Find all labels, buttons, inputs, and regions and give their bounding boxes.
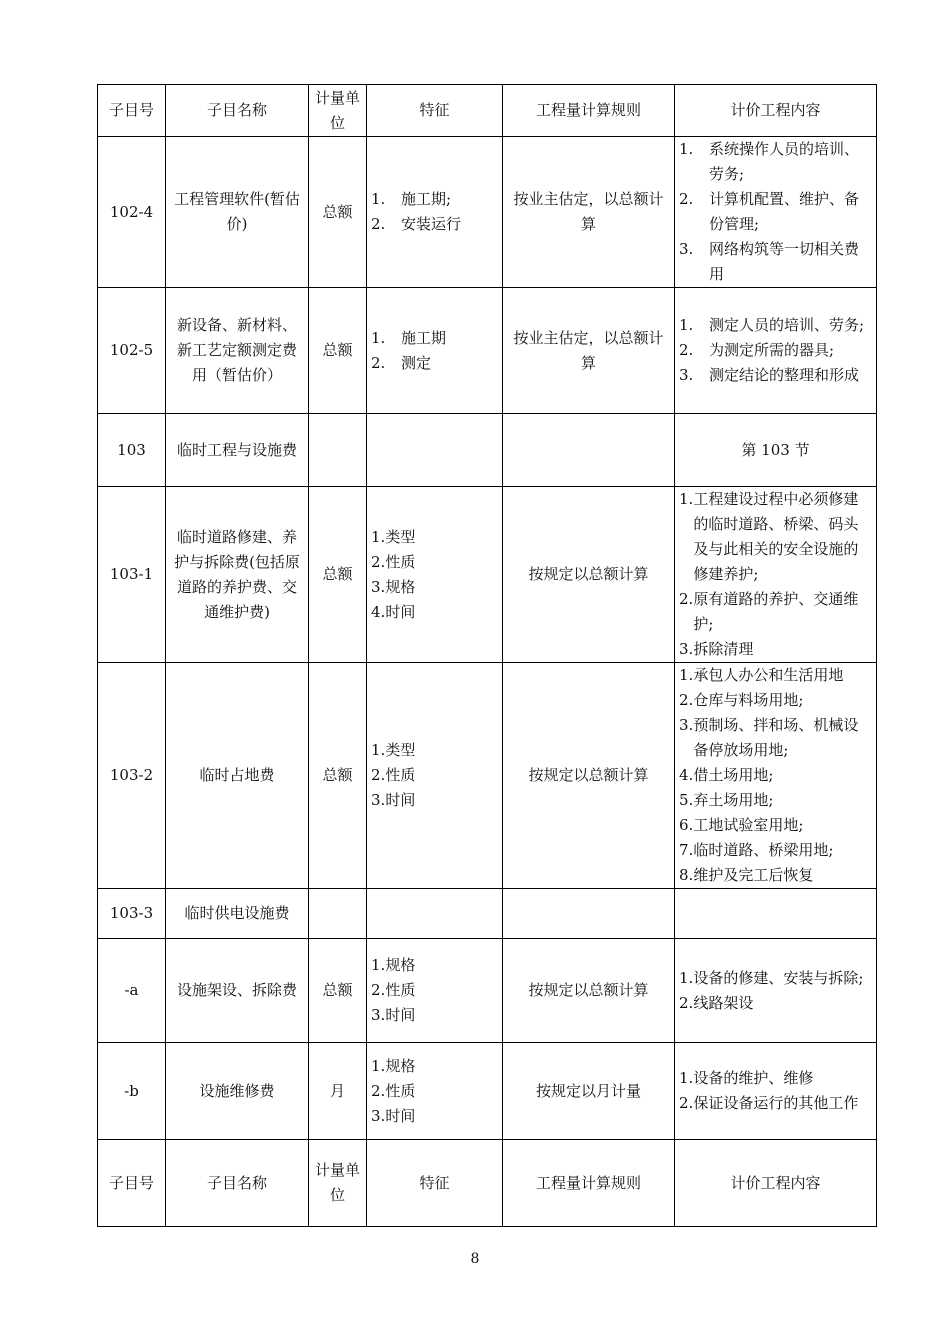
header-unit: 计量单位: [309, 85, 367, 137]
list-item: [371, 1054, 498, 1079]
row-content: [675, 288, 877, 414]
row-features: [367, 288, 503, 414]
row-content: [675, 939, 877, 1043]
table-row: [98, 939, 877, 1043]
list-item-number: 1.: [679, 666, 694, 684]
list-item: [371, 187, 498, 212]
list-item-text: 施工期;: [401, 190, 452, 208]
row-content: [675, 487, 877, 663]
list-item: [371, 763, 498, 788]
list-item-text: 仓库与料场用地;: [693, 691, 804, 709]
list-item-number: 7.: [679, 841, 694, 859]
list-item: [371, 212, 498, 237]
list-item-text: 类型: [385, 741, 416, 759]
list-item-text: 类型: [385, 527, 416, 546]
list-item-number: 2.: [679, 993, 694, 1012]
list-item-number: 3.: [679, 640, 694, 658]
list-item: [679, 966, 872, 991]
list-item-number: 2.: [679, 1094, 694, 1112]
list-item-number: 3.: [371, 1106, 386, 1125]
row-features: [367, 137, 503, 288]
table-row: [98, 663, 877, 889]
row-code: 102-5: [98, 288, 166, 414]
list-item-number: 4.: [679, 766, 694, 784]
row-features: [367, 1043, 503, 1140]
list-item: [371, 575, 498, 600]
page-number: 8: [470, 1251, 480, 1267]
row-code: 103-2: [98, 663, 166, 889]
row-name: 新设备、新材料、新工艺定额测定费用（暂估价）: [166, 288, 309, 414]
list-item-text: 规格: [385, 577, 416, 596]
list-item-text: 施工期: [401, 328, 447, 347]
table-row: [98, 487, 877, 663]
table-row: [98, 414, 877, 487]
list-item: [371, 738, 498, 763]
row-rule: 按业主估定，以总额计算: [503, 288, 675, 414]
list-item-text: 性质: [385, 552, 416, 571]
header-name: 子目名称: [166, 85, 309, 137]
list-item-text: 规格: [385, 1056, 416, 1075]
header-content: 计价工程内容: [675, 85, 877, 137]
list-item: [371, 351, 498, 376]
list-item-text: 计算机配置、维护、备份管理;: [709, 190, 860, 233]
list-item-text: 网络构筑等一切相关费用: [709, 240, 860, 283]
list-item-number: 2.: [371, 353, 386, 372]
list-item: [679, 363, 872, 388]
list-item-text: 时间: [385, 791, 416, 809]
list-item: [371, 1104, 498, 1129]
row-name: 临时工程与设施费: [166, 414, 309, 487]
row-features: [367, 663, 503, 889]
list-item-number: 1.: [371, 328, 386, 347]
table-row: [98, 137, 877, 288]
list-item-number: 2.: [371, 1081, 386, 1100]
list-item-text: 规格: [385, 956, 416, 974]
list-item-text: 为测定所需的器具;: [709, 341, 835, 359]
list-item: [679, 137, 872, 187]
list-item-text: 时间: [385, 1006, 416, 1024]
list-item-text: 原有道路的养护、交通维护;: [693, 590, 859, 633]
list-item-text: 保证设备运行的其他工作: [693, 1094, 859, 1112]
list-item: [371, 550, 498, 575]
list-item: [679, 863, 872, 888]
list-item-number: 2.: [371, 552, 386, 571]
list-item: [679, 813, 872, 838]
table-row: [98, 1043, 877, 1140]
row-name: 临时占地费: [166, 663, 309, 889]
list-item-number: 4.: [371, 602, 386, 621]
header-code: 子目号: [98, 1140, 166, 1227]
list-item-number: 1.: [371, 741, 386, 759]
row-features: [367, 939, 503, 1043]
header-rule: 工程量计算规则: [503, 85, 675, 137]
row-code: -b: [98, 1043, 166, 1140]
header-code: 子目号: [98, 85, 166, 137]
header-rule: 工程量计算规则: [503, 1140, 675, 1227]
row-features: [367, 414, 503, 487]
row-unit: 总额: [309, 487, 367, 663]
row-rule: 按规定以总额计算: [503, 487, 675, 663]
header-name: 子目名称: [166, 1140, 309, 1227]
list-item-number: 3.: [679, 366, 694, 384]
row-unit: 总额: [309, 939, 367, 1043]
row-features: [367, 487, 503, 663]
list-item-text: 承包人办公和生活用地: [693, 666, 844, 684]
row-rule: 按业主估定，以总额计算: [503, 137, 675, 288]
row-code: -a: [98, 939, 166, 1043]
list-item: [679, 838, 872, 863]
list-item-number: 1.: [679, 490, 694, 508]
list-item-text: 线路架设: [693, 993, 754, 1012]
list-item-text: 借土场用地;: [693, 766, 774, 784]
list-item-number: 6.: [679, 816, 694, 834]
list-item-text: 维护及完工后恢复: [693, 866, 814, 884]
list-item-text: 测定人员的培训、劳务;: [709, 316, 865, 334]
list-item: [371, 600, 498, 625]
list-item: [679, 637, 872, 662]
row-rule: [503, 414, 675, 487]
row-rule: 按规定以月计量: [503, 1043, 675, 1140]
row-content: 第 103 节: [675, 414, 877, 487]
row-content: [675, 663, 877, 889]
list-item: [371, 788, 498, 813]
row-content: [675, 137, 877, 288]
header-features: 特征: [367, 1140, 503, 1227]
list-item-text: 拆除清理: [693, 640, 754, 658]
list-item-text: 临时道路、桥梁用地;: [693, 841, 834, 859]
list-item-text: 弃土场用地;: [693, 791, 774, 809]
list-item-number: 3.: [371, 791, 386, 809]
list-item-number: 2.: [371, 215, 386, 233]
row-name: 设施维修费: [166, 1043, 309, 1140]
item-table: [97, 84, 877, 1227]
list-item: [679, 788, 872, 813]
list-item: [371, 1003, 498, 1028]
row-code: 102-4: [98, 137, 166, 288]
list-item: [679, 688, 872, 713]
header-features: 特征: [367, 85, 503, 137]
list-item: [679, 1091, 872, 1116]
row-name: 设施架设、拆除费: [166, 939, 309, 1043]
list-item-number: 2.: [679, 691, 694, 709]
list-item-number: 3.: [679, 240, 694, 258]
row-content: [675, 889, 877, 939]
list-item: [679, 991, 872, 1016]
list-item: [679, 713, 872, 763]
list-item-number: 1.: [371, 1056, 386, 1075]
list-item: [371, 978, 498, 1003]
row-unit: 总额: [309, 288, 367, 414]
list-item-number: 2.: [679, 190, 694, 208]
row-name: 临时供电设施费: [166, 889, 309, 939]
list-item-number: 8.: [679, 866, 694, 884]
list-item-number: 1.: [679, 140, 694, 158]
table-header-row: [98, 85, 877, 137]
list-item-number: 2.: [679, 590, 694, 608]
row-content: [675, 1043, 877, 1140]
row-name: 工程管理软件(暂估价): [166, 137, 309, 288]
list-item-text: 时间: [385, 602, 416, 621]
row-code: 103-1: [98, 487, 166, 663]
row-unit: 总额: [309, 663, 367, 889]
row-rule: 按规定以总额计算: [503, 939, 675, 1043]
row-code: 103: [98, 414, 166, 487]
list-item: [679, 1066, 872, 1091]
list-item-text: 设备的修建、安装与拆除;: [693, 968, 864, 987]
list-item: [371, 525, 498, 550]
list-item: [679, 587, 872, 637]
row-unit: [309, 889, 367, 939]
row-unit: 总额: [309, 137, 367, 288]
list-item-text: 性质: [385, 766, 416, 784]
list-item-number: 1.: [679, 968, 694, 987]
list-item-text: 设备的维护、维修: [693, 1069, 814, 1087]
row-code: 103-3: [98, 889, 166, 939]
list-item-text: 工程建设过程中必须修建的临时道路、桥梁、码头及与此相关的安全设施的修建养护;: [693, 490, 859, 583]
list-item-number: 2.: [371, 981, 386, 999]
list-item-text: 预制场、拌和场、机械设备停放场用地;: [693, 716, 859, 759]
list-item-text: 性质: [385, 981, 416, 999]
list-item-text: 时间: [385, 1106, 416, 1125]
list-item: [679, 663, 872, 688]
list-item-text: 性质: [385, 1081, 416, 1100]
row-rule: [503, 889, 675, 939]
row-name: 临时道路修建、养护与拆除费(包括原道路的养护费、交通维护费): [166, 487, 309, 663]
list-item-number: 3.: [371, 1006, 386, 1024]
header-unit: 计量单位: [309, 1140, 367, 1227]
list-item-number: 2.: [371, 766, 386, 784]
list-item-text: 系统操作人员的培训、劳务;: [709, 140, 860, 183]
list-item-number: 5.: [679, 791, 694, 809]
table-row: [98, 288, 877, 414]
list-item-text: 测定结论的整理和形成: [709, 366, 860, 384]
table-header-row-repeat: [98, 1140, 877, 1227]
list-item-number: 2.: [679, 341, 694, 359]
list-item: [679, 187, 872, 237]
row-features: [367, 889, 503, 939]
list-item: [679, 237, 872, 287]
list-item-text: 安装运行: [401, 215, 462, 233]
list-item-text: 工地试验室用地;: [693, 816, 804, 834]
header-content: 计价工程内容: [675, 1140, 877, 1227]
list-item-number: 1.: [371, 190, 386, 208]
list-item-number: 1.: [679, 316, 694, 334]
list-item-number: 3.: [371, 577, 386, 596]
row-rule: 按规定以总额计算: [503, 663, 675, 889]
list-item-number: 1.: [371, 527, 386, 546]
list-item-number: 1.: [371, 956, 386, 974]
list-item: [679, 487, 872, 587]
list-item-number: 1.: [679, 1069, 694, 1087]
list-item: [371, 953, 498, 978]
list-item: [679, 763, 872, 788]
list-item: [371, 1079, 498, 1104]
list-item: [679, 338, 872, 363]
table-row: [98, 889, 877, 939]
list-item: [679, 313, 872, 338]
row-unit: [309, 414, 367, 487]
list-item-text: 测定: [401, 353, 432, 372]
list-item-number: 3.: [679, 716, 694, 734]
list-item: [371, 326, 498, 351]
row-unit: 月: [309, 1043, 367, 1140]
